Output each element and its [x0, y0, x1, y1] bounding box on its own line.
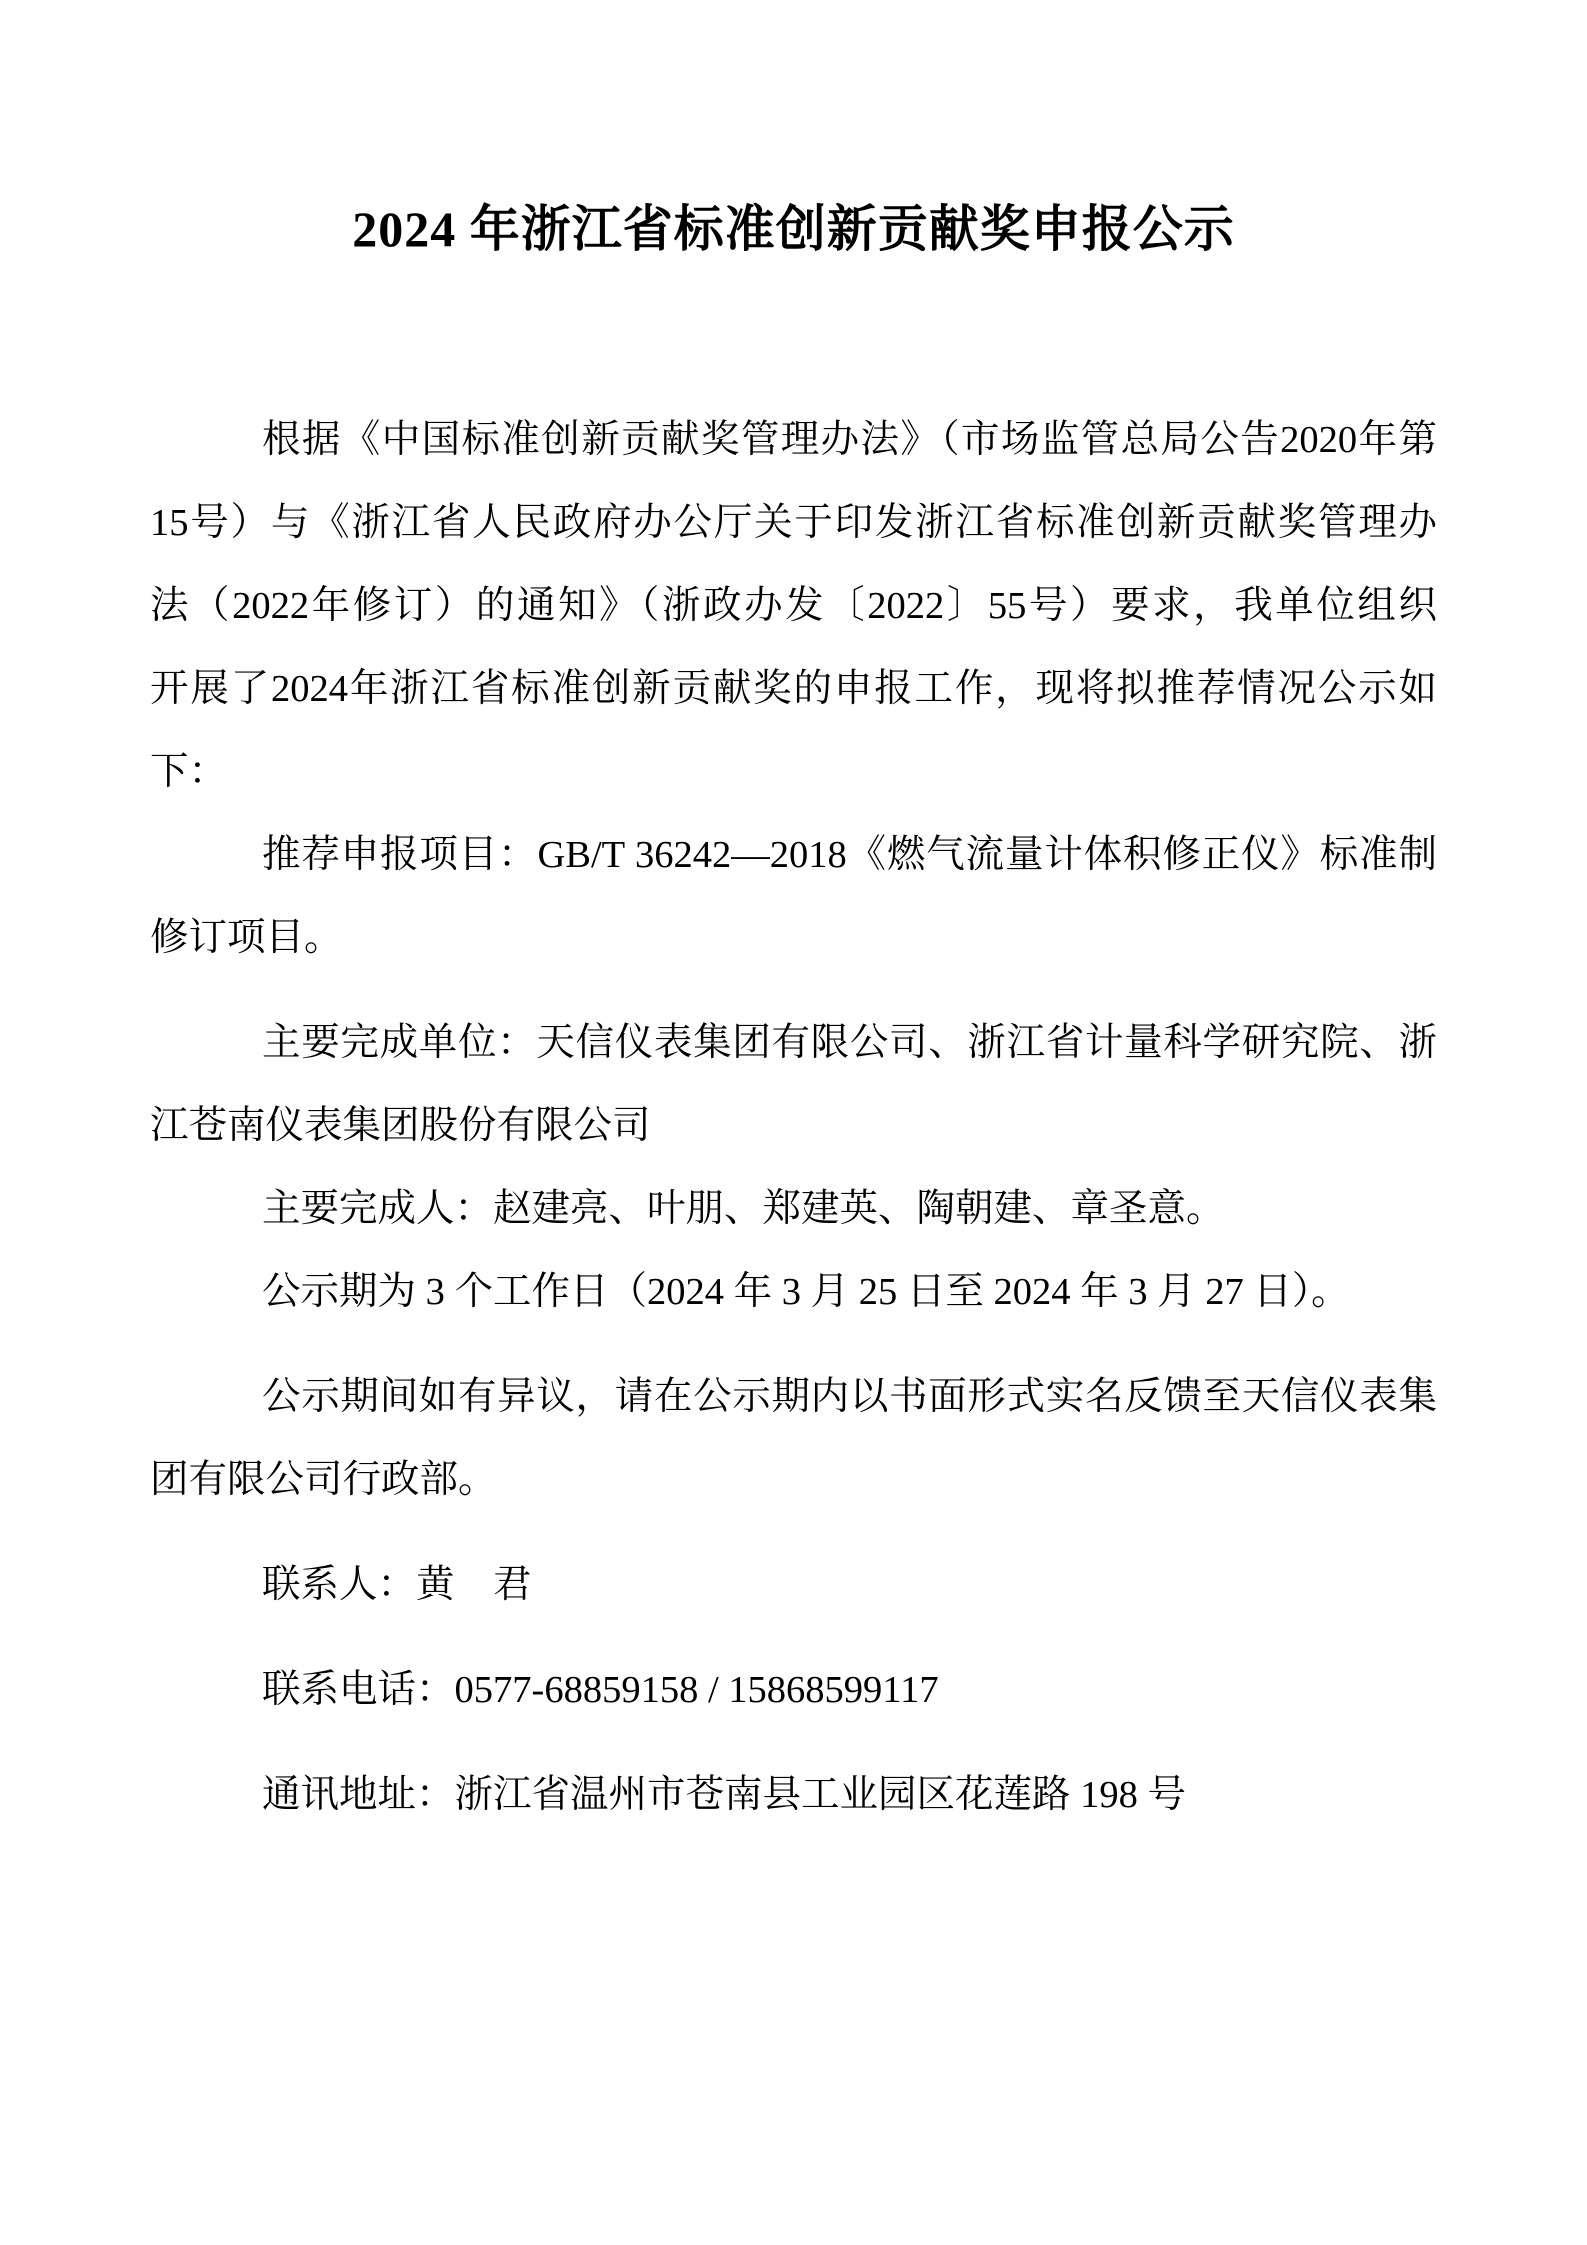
paragraph-intro-line-2: 15号）与《浙江省人民政府办公厅关于印发浙江省标准创新贡献奖管理办 [150, 502, 1437, 544]
paragraph-objection-line-1: 公示期间如有异议，请在公示期内以书面形式实名反馈至天信仪表集 [262, 1376, 1437, 1418]
document-title: 2024 年浙江省标准创新贡献奖申报公示 [352, 201, 1235, 257]
paragraph-contact-phone: 联系电话：0577-68859158 / 15868599117 [262, 1669, 939, 1711]
paragraph-project-line-1: 推荐申报项目：GB/T 36242—2018《燃气流量计体积修正仪》标准制 [262, 834, 1437, 876]
paragraph-contact-address: 通讯地址：浙江省温州市苍南县工业园区花莲路 198 号 [262, 1774, 1187, 1816]
paragraph-intro-line-3: 法（2022年修订）的通知》（浙政办发〔2022〕55号）要求，我单位组织 [150, 585, 1437, 627]
paragraph-intro-line-4: 开展了2024年浙江省标准创新贡献奖的申报工作，现将拟推荐情况公示如 [150, 668, 1437, 710]
paragraph-contact-person: 联系人：黄 君 [262, 1564, 532, 1606]
paragraph-units-line-1: 主要完成单位：天信仪表集团有限公司、浙江省计量科学研究院、浙 [262, 1022, 1437, 1064]
paragraph-units-line-2: 江苍南仪表集团股份有限公司 [150, 1105, 651, 1147]
paragraph-publicity-period: 公示期为 3 个工作日（2024 年 3 月 25 日至 2024 年 3 月 27 日）。 [262, 1271, 1350, 1313]
paragraph-completers: 主要完成人：赵建亮、叶朋、郑建英、陶朝建、章圣意。 [262, 1188, 1225, 1230]
document-body [150, 399, 1437, 1837]
paragraph-objection-line-2: 团有限公司行政部。 [150, 1459, 497, 1501]
paragraph-intro-line-5: 下： [150, 751, 228, 793]
paragraph-intro-line-1: 根据《中国标准创新贡献奖管理办法》（市场监管总局公告2020年第 [262, 419, 1437, 461]
paragraph-project-line-2: 修订项目。 [150, 917, 343, 959]
